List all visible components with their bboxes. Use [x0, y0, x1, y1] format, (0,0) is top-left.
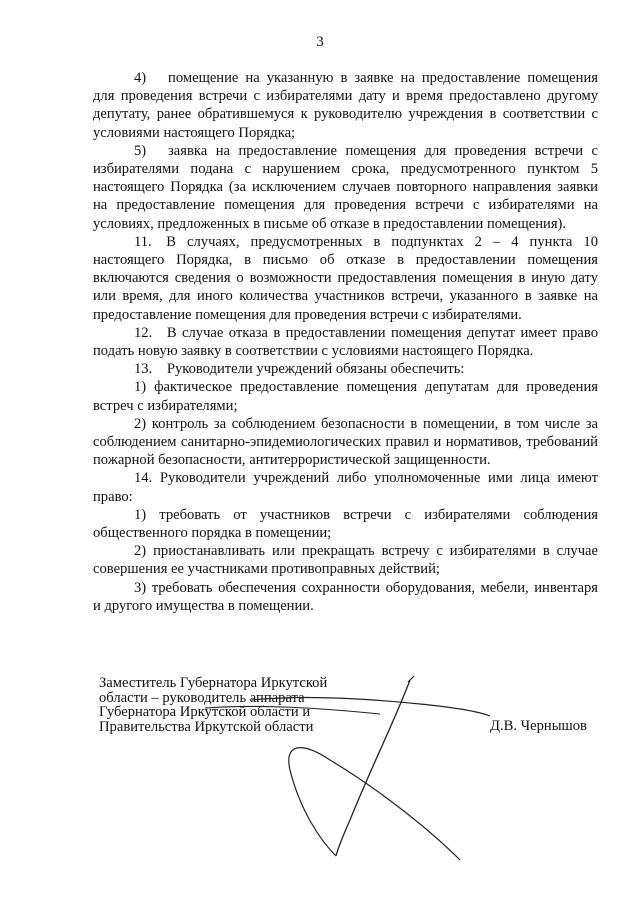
paragraph-14-item-2: 2) приостанавливать или прекращать встречу с избирателями в случае совершения ее участниками противоправных действий; — [93, 543, 598, 578]
signer-name: Д.В. Чернышов — [490, 718, 587, 734]
paragraph-12: 12. В случае отказа в предоставлении помещения депутат имеет право подать новую заявку в соответствии с условиями настоящего Порядка. — [93, 324, 598, 360]
paragraph-14: 14. Руководители учреждений либо уполномоченные ими лица имеют право: — [93, 470, 598, 505]
paragraph-13: 13. Руководители учреждений обязаны обеспечить: — [134, 361, 465, 378]
signer-title-line: Губернатора Иркутской области и — [99, 704, 311, 721]
paragraph-11: 11. В случаях, предусмотренных в подпунктах 2 – 4 пункта 10 настоящего Порядка, в письмо об отказе в предоставлении помещения включаются сведения о возможности предоставления помещения в иную дату или время, для иного количества участников встречи, указанного в заявке на предоставление помещения для проведения встречи с избирателями. — [93, 233, 598, 323]
signer-title-line: области – руководитель аппарата — [99, 689, 305, 706]
signer-title-block — [99, 676, 359, 734]
document-body — [93, 69, 598, 615]
signer-title-line: Заместитель Губернатора Иркутской — [99, 675, 328, 691]
paragraph-item-4: 4) помещение на указанную в заявке на предоставление помещения для проведения встречи с избирателями дату и время предоставлено другому депутату, ранее обратившемуся к руководителю учреждения в соответствии с условиями настоящего Порядка; — [93, 70, 598, 141]
paragraph-14-item-3: 3) требовать обеспечения сохранности оборудования, мебели, инвентаря и другого имущества в помещении. — [93, 579, 598, 614]
signer-title-line: Правительства Иркутской области — [99, 718, 314, 735]
paragraph-13-item-1: 1) фактическое предоставление помещения депутатам для проведения встреч с избирателями; — [93, 379, 598, 414]
paragraph-13-item-2: 2) контроль за соблюдением безопасности в помещении, в том числе за соблюдением санитарно-эпидемиологических правил и нормативов, требований пожарной безопасности, антитеррористической защищенности. — [93, 415, 598, 469]
paragraph-14-item-1: 1) требовать от участников встречи с избирателями соблюдения общественного порядка в помещении; — [93, 506, 598, 542]
paragraph-item-5: 5) заявка на предоставление помещения для проведения встречи с избирателями подана с нарушением срока, предусмотренного пунктом 5 настоящего Порядка (за исключением случаев повторного направления заявки на предоставление помещения для проведения встречи с избирателями на условиях, предложенных в письме об отказе в предоставлении помещения). — [93, 142, 598, 232]
page-number: 3 — [316, 34, 324, 50]
